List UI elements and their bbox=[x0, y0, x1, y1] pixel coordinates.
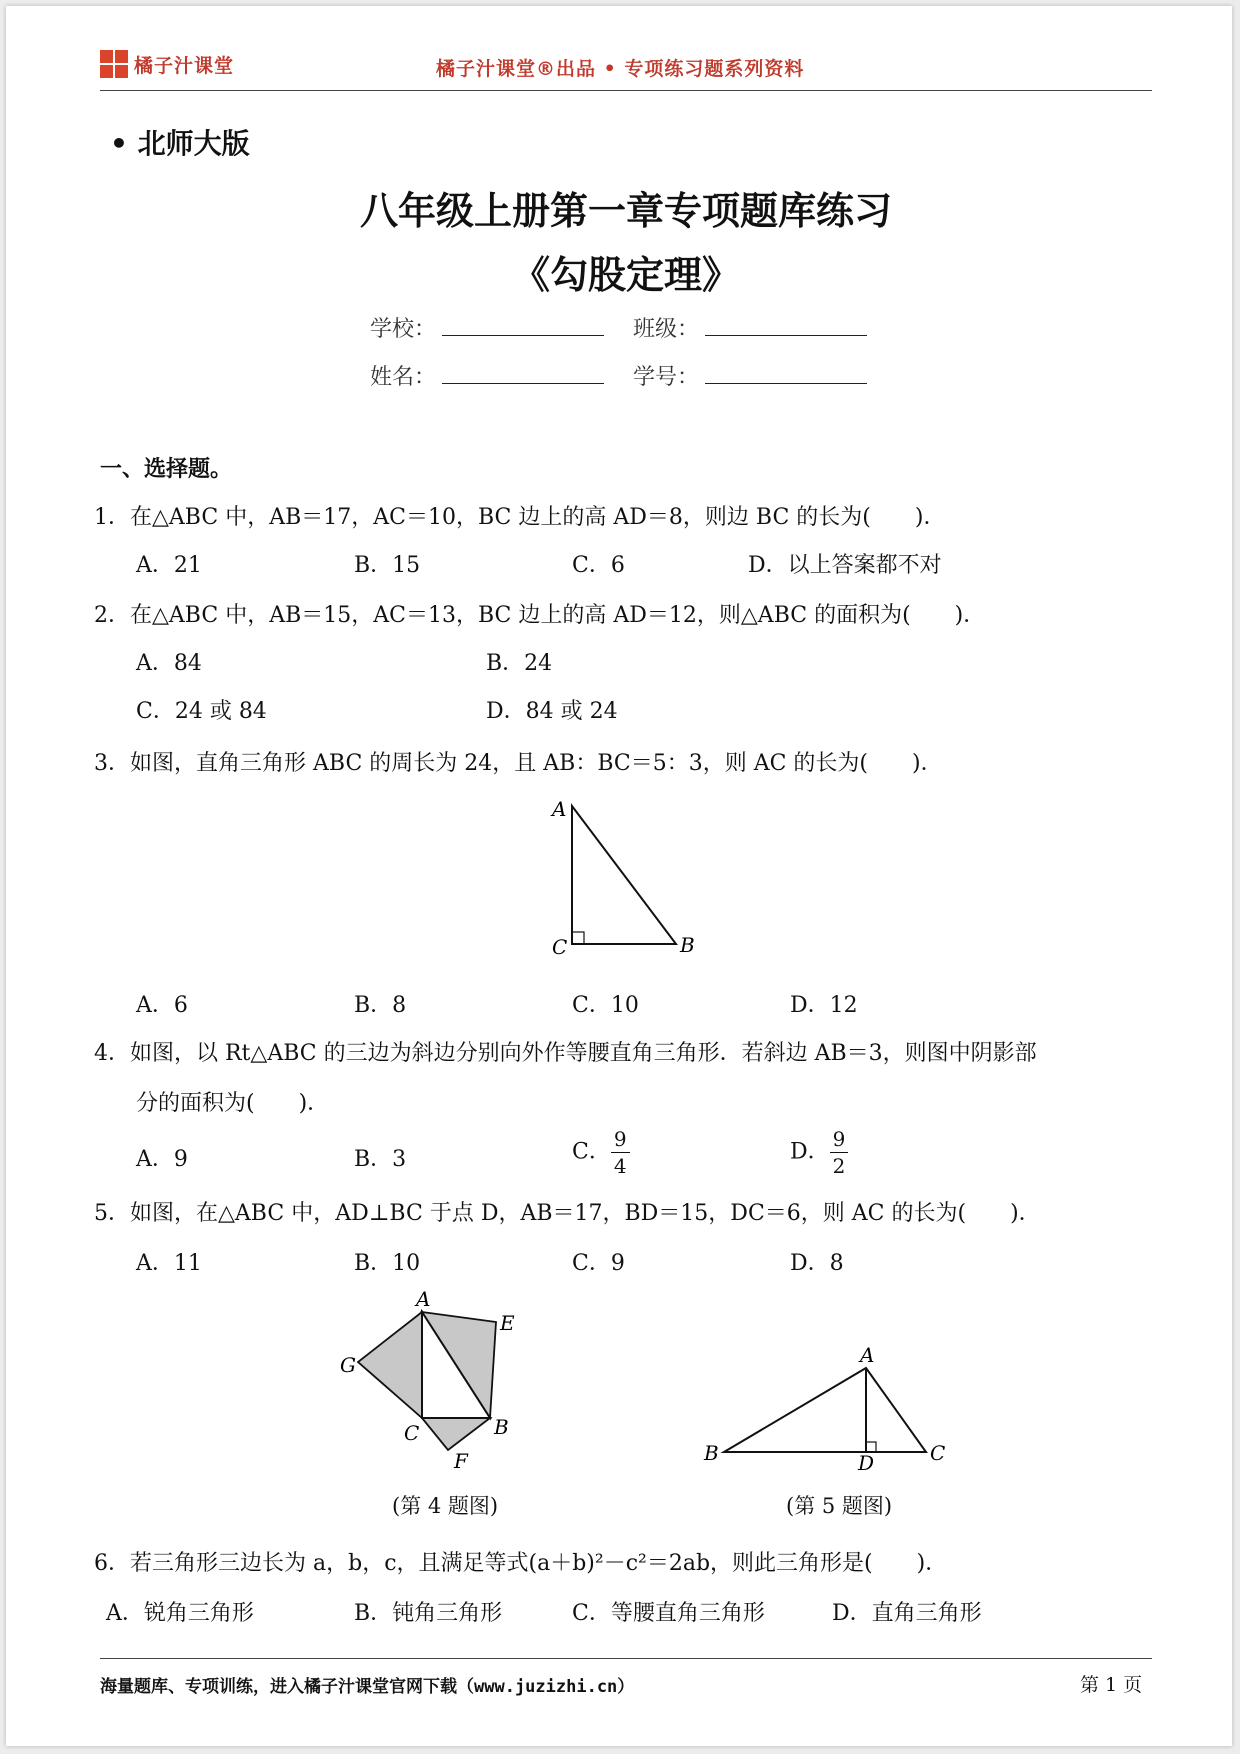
triangle-abc bbox=[724, 1368, 926, 1452]
class-label: 班级： bbox=[633, 317, 700, 342]
question-2-option-a: A．84 bbox=[136, 651, 202, 676]
document-page bbox=[6, 6, 1232, 1746]
brand-name: 橘子汁课堂 bbox=[134, 54, 235, 77]
question-4-option-d bbox=[790, 1126, 848, 1179]
number-label: 学号： bbox=[633, 365, 700, 390]
section-heading: 一、选择题。 bbox=[100, 457, 233, 482]
fraction-9-2 bbox=[830, 1126, 849, 1179]
school-field bbox=[370, 312, 604, 343]
question-3-option-d: D．12 bbox=[790, 993, 858, 1018]
question-3-figure bbox=[540, 792, 710, 962]
document-title: 八年级上册第一章专项题库练习 bbox=[359, 188, 892, 233]
question-6-option-a: A．锐角三角形 bbox=[106, 1601, 254, 1626]
shaded-triangle-bcf bbox=[422, 1418, 490, 1450]
vertex-d-label: D bbox=[858, 1451, 875, 1472]
school-blank bbox=[442, 315, 604, 336]
question-1-option-d: D．以上答案都不对 bbox=[748, 553, 942, 578]
brand bbox=[100, 50, 234, 78]
shaded-triangle-acg bbox=[358, 1312, 422, 1418]
question-3-option-a: A．6 bbox=[136, 993, 188, 1018]
question-5-option-d: D．8 bbox=[790, 1251, 844, 1276]
question-6-option-d: D．直角三角形 bbox=[832, 1601, 982, 1626]
figure-5-caption: (第 5 题图) bbox=[786, 1494, 893, 1518]
question-4-option-c bbox=[572, 1126, 630, 1179]
question-3-option-b: B．8 bbox=[354, 993, 407, 1018]
vertex-g-label: G bbox=[340, 1353, 356, 1377]
footer-promo: 海量题库、专项训练，进入橘子汁课堂官网下载（www.juzizhi.cn） bbox=[100, 1677, 635, 1697]
question-4-option-d-label: D． bbox=[790, 1139, 830, 1165]
fraction-denominator: 2 bbox=[832, 1154, 846, 1178]
question-1-stem: 1．在△ABC 中，AB＝17，AC＝10，BC 边上的高 AD＝8，则边 BC 的长为( )． bbox=[94, 505, 946, 530]
question-3-option-c: C．10 bbox=[572, 993, 639, 1018]
question-4-stem-continued: 分的面积为( )． bbox=[136, 1091, 330, 1116]
vertex-c-label: C bbox=[552, 935, 568, 959]
fraction-denominator: 4 bbox=[613, 1154, 627, 1178]
question-1-option-c: C．6 bbox=[572, 553, 625, 578]
vertex-c-label: C bbox=[930, 1441, 946, 1465]
school-label: 学校： bbox=[370, 317, 437, 342]
vertex-c-label: C bbox=[404, 1421, 420, 1445]
number-blank bbox=[705, 363, 867, 384]
header-title: 橘子汁课堂®出品 • 专项练习题系列资料 bbox=[436, 58, 805, 80]
question-5-option-a: A．11 bbox=[136, 1251, 202, 1276]
vertex-a-label: A bbox=[860, 1343, 875, 1367]
question-2-option-d: D．84 或 24 bbox=[486, 699, 618, 724]
page-number: 第 1 页 bbox=[1080, 1674, 1143, 1696]
header-divider bbox=[100, 90, 1152, 91]
question-4-option-a: A．9 bbox=[136, 1147, 188, 1172]
question-6-option-c: C．等腰直角三角形 bbox=[572, 1601, 765, 1626]
question-2-stem: 2．在△ABC 中，AB＝15，AC＝13，BC 边上的高 AD＝12，则△ABC 的面积为( )． bbox=[94, 603, 986, 628]
edition-label: • 北师大版 bbox=[110, 127, 250, 160]
name-blank bbox=[442, 363, 604, 384]
footer-divider bbox=[100, 1658, 1152, 1659]
vertex-b-label: B bbox=[704, 1441, 719, 1465]
document-subtitle: 《勾股定理》 bbox=[511, 252, 740, 297]
question-1-option-a: A．21 bbox=[136, 553, 202, 578]
vertex-a-label: A bbox=[416, 1288, 431, 1311]
right-triangle bbox=[572, 806, 676, 944]
question-6-stem: 6．若三角形三边长为 a，b，c，且满足等式(a＋b)²－c²＝2ab，则此三角形是( )． bbox=[94, 1551, 948, 1576]
class-field bbox=[633, 312, 867, 343]
question-4-stem: 4．如图，以 Rt△ABC 的三边为斜边分别向外作等腰直角三角形．若斜边 AB＝3，则图中阴影部 bbox=[94, 1041, 1037, 1066]
brand-logo-icon bbox=[100, 50, 128, 78]
vertex-f-label: F bbox=[454, 1449, 468, 1468]
name-field bbox=[370, 360, 604, 391]
question-2-option-c: C．24 或 84 bbox=[136, 699, 267, 724]
question-4-option-b: B．3 bbox=[354, 1147, 407, 1172]
fraction-numerator: 9 bbox=[611, 1126, 630, 1153]
question-5-stem: 5．如图，在△ABC 中，AD⊥BC 于点 D，AB＝17，BD＝15，DC＝6，则 AC 的长为( )． bbox=[94, 1201, 1041, 1226]
question-1-option-b: B．15 bbox=[354, 553, 421, 578]
fraction-numerator: 9 bbox=[830, 1126, 849, 1153]
question-4-figure bbox=[340, 1288, 540, 1468]
number-field bbox=[633, 360, 867, 391]
question-5-option-c: C．9 bbox=[572, 1251, 625, 1276]
question-4-option-c-label: C． bbox=[572, 1139, 611, 1165]
vertex-b-label: B bbox=[494, 1415, 509, 1439]
question-3-stem: 3．如图，直角三角形 ABC 的周长为 24，且 AB：BC＝5：3，则 AC 的长为( )． bbox=[94, 751, 943, 776]
question-6-option-b: B．钝角三角形 bbox=[354, 1601, 503, 1626]
class-blank bbox=[705, 315, 867, 336]
vertex-e-label: E bbox=[500, 1311, 515, 1335]
question-2-option-b: B．24 bbox=[486, 651, 553, 676]
question-5-option-b: B．10 bbox=[354, 1251, 421, 1276]
vertex-a-label: A bbox=[552, 797, 567, 821]
right-angle-mark bbox=[572, 932, 584, 944]
figure-4-caption: (第 4 题图) bbox=[392, 1494, 499, 1518]
fraction-9-4 bbox=[611, 1126, 630, 1179]
question-5-figure bbox=[694, 1342, 956, 1472]
vertex-b-label: B bbox=[680, 933, 695, 957]
name-label: 姓名： bbox=[370, 365, 437, 390]
